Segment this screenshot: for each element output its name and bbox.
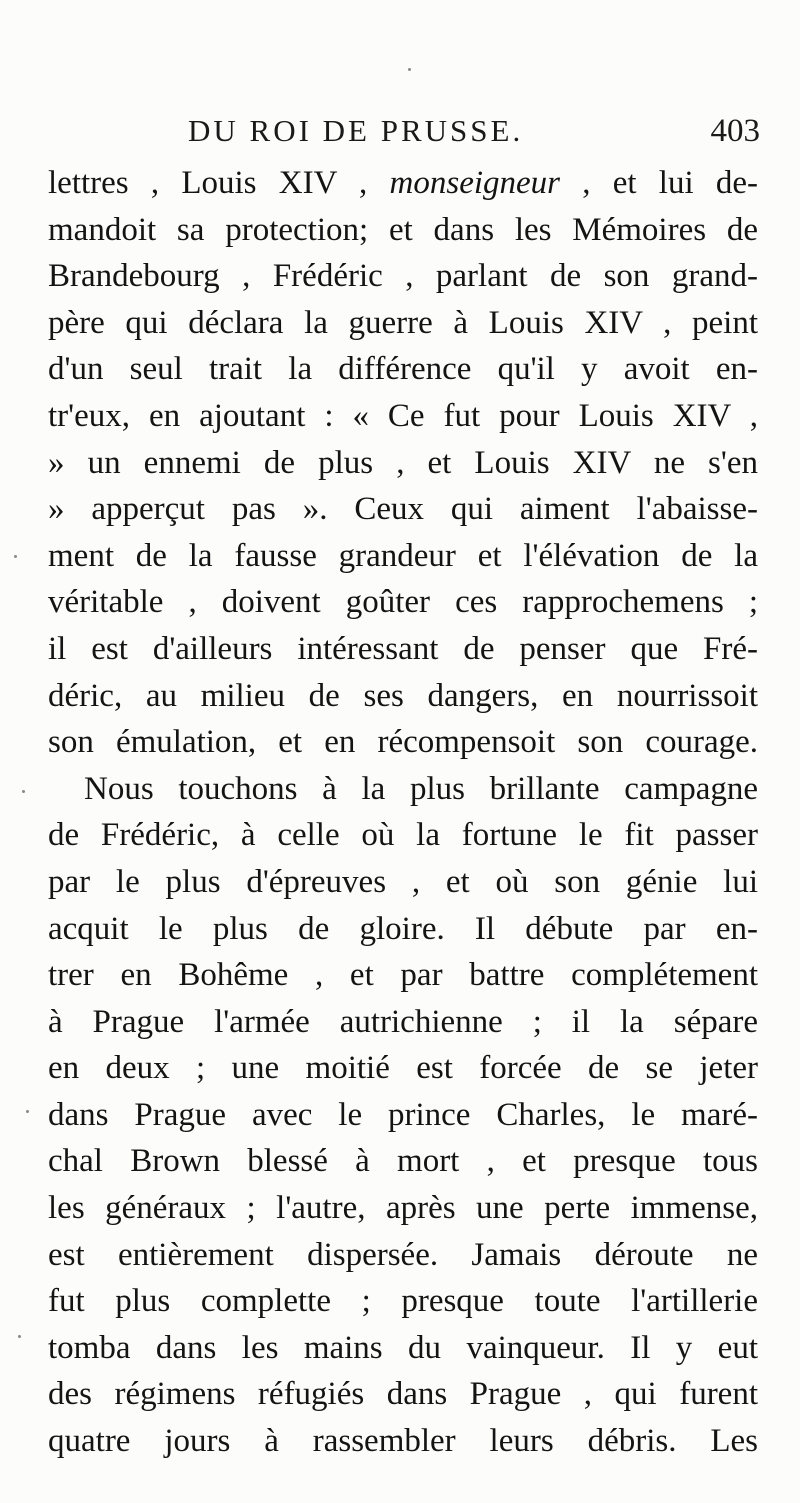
- text-line: » apperçut pas ». Ceux qui aiment l'abaisse-: [48, 491, 758, 528]
- running-title: DU ROI DE PRUSSE.: [188, 113, 524, 148]
- text-line: trer en Bohême , et par battre complétement: [48, 957, 758, 994]
- text-line: père qui déclara la guerre à Louis XIV , peint: [48, 304, 758, 341]
- text-line: dans Prague avec le prince Charles, le maré-: [48, 1096, 758, 1133]
- text-line: mandoit sa protection; et dans les Mémoires de: [48, 211, 758, 248]
- text-line: son émulation, et en récompensoit son courage.: [48, 724, 758, 761]
- text-line: ment de la fausse grandeur et l'élévation de la: [48, 537, 758, 574]
- text-line: par le plus d'épreuves , et où son génie lui: [48, 863, 758, 900]
- text-line: quatre jours à rassembler leurs débris. Les: [48, 1423, 758, 1460]
- paper-speck: [26, 1110, 29, 1113]
- text-line: » un ennemi de plus , et Louis XIV ne s'en: [48, 444, 758, 481]
- text-line: il est d'ailleurs intéressant de penser que Fré-: [48, 630, 758, 667]
- text-line: déric, au milieu de ses dangers, en nourrissoit: [48, 677, 758, 714]
- text-line: de Frédéric, à celle où la fortune le fit passer: [48, 817, 758, 854]
- text-line: Nous touchons à la plus brillante campagne: [84, 770, 758, 807]
- paper-speck: [14, 555, 17, 558]
- text-line: des régimens réfugiés dans Prague , qui furent: [48, 1376, 758, 1413]
- running-head: [48, 108, 760, 154]
- paper-speck: [22, 790, 25, 793]
- text-line: d'un seul trait la différence qu'il y avoit en-: [48, 351, 758, 388]
- text-line: en deux ; une moitié est forcée de se jeter: [48, 1050, 758, 1087]
- page-number: 403: [710, 113, 760, 149]
- text-line: tr'eux, en ajoutant : « Ce fut pour Louis XIV ,: [48, 397, 758, 434]
- text-line: lettres , Louis XIV , monseigneur , et lui de-: [48, 165, 758, 201]
- paper-speck: [18, 1335, 21, 1338]
- italic-word: monseigneur: [389, 165, 561, 201]
- text-line: véritable , doivent goûter ces rapprochemens ;: [48, 584, 758, 621]
- text-line: acquit le plus de gloire. Il débute par en-: [48, 910, 758, 947]
- text-line: Brandebourg , Frédéric , parlant de son grand-: [48, 258, 758, 295]
- text-line: à Prague l'armée autrichienne ; il la sépare: [48, 1003, 758, 1040]
- paragraph-1: [48, 160, 758, 766]
- text-line: fut plus complette ; presque toute l'artillerie: [48, 1283, 758, 1320]
- text-line: est entièrement dispersée. Jamais déroute ne: [48, 1236, 758, 1273]
- text-line: les généraux ; l'autre, après une perte immense,: [48, 1190, 758, 1227]
- text-line: tomba dans les mains du vainqueur. Il y eut: [48, 1329, 758, 1366]
- body-text: [48, 160, 758, 1465]
- paragraph-2: [48, 766, 758, 1465]
- paper-speck: [408, 68, 411, 71]
- text-line: chal Brown blessé à mort , et presque tous: [48, 1143, 758, 1180]
